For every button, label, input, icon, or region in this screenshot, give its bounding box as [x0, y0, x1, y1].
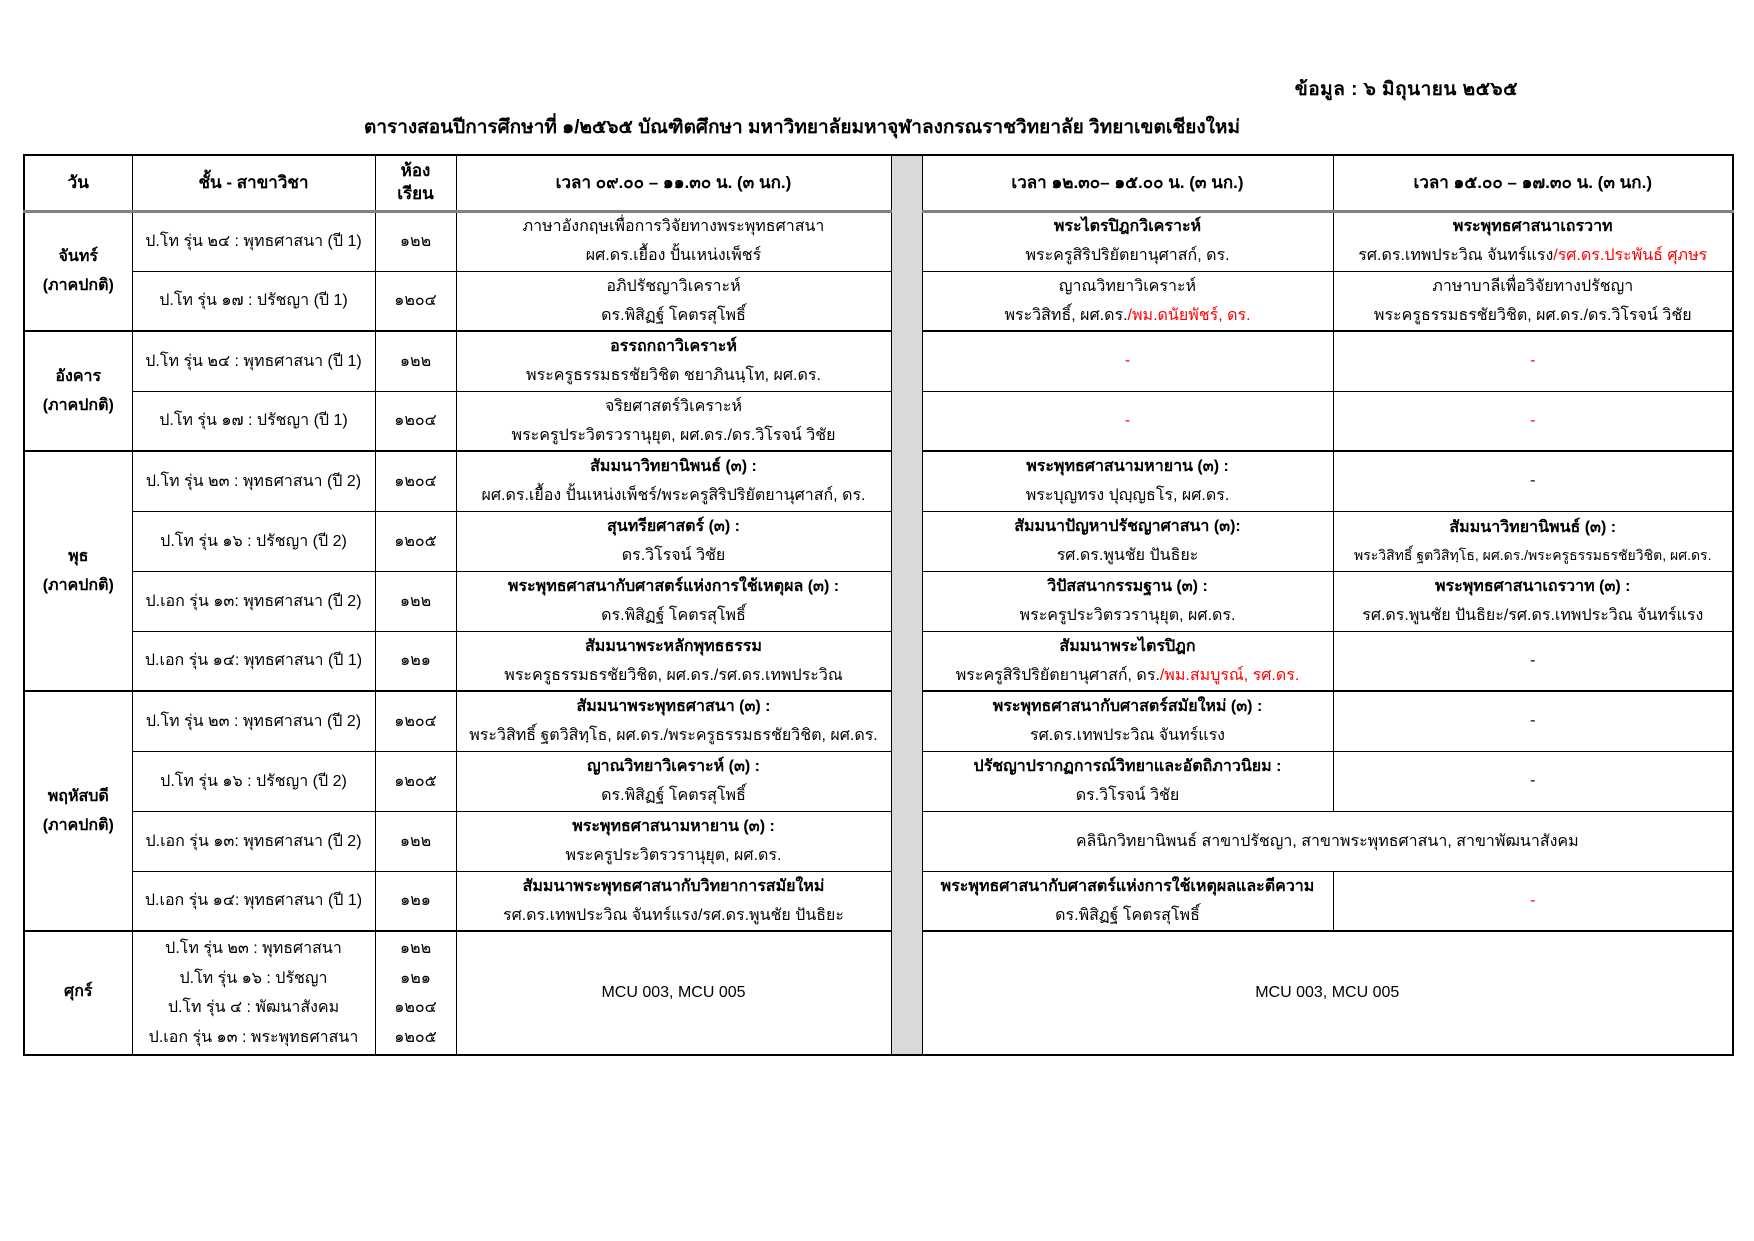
course-teachers [461, 606, 887, 625]
course-title: พระไตรปิฎกวิเคราะห์ [1053, 218, 1202, 236]
room-cell: ๑๒๑ [375, 871, 456, 931]
day-label: พฤหัสบดี [47, 788, 109, 805]
teacher-names: รศ.ดร.พูนชัย ปันธิยะ [1056, 546, 1199, 564]
class-cell [132, 931, 375, 1055]
day-cell-thursday [24, 691, 132, 931]
course-title: สัมมนาพระไตรปิฎก [1059, 637, 1196, 655]
class-cell: ป.โท รุ่น ๒๔ : พุทธศาสนา (ปี 1) [132, 331, 375, 391]
teacher-names: พระครูธรรมธรชัยวิชิต ชยาภินนฺโท, ผศ.ดร. [526, 367, 821, 385]
course-title: สัมมนาปัญหาปรัชญาศาสนา (๓): [1014, 517, 1241, 535]
class-cell: ป.เอก รุ่น ๑๔: พุทธศาสนา (ปี 1) [132, 631, 375, 691]
day-label: จันทร์ [58, 248, 98, 266]
course-cell [456, 811, 891, 871]
course-cell [1333, 511, 1733, 571]
course-cell [922, 691, 1333, 751]
course-cell [456, 871, 891, 931]
course-title: อภิปรัชญาวิเคราะห์ [606, 277, 741, 295]
day-cell-tuesday [24, 331, 132, 451]
room-cell: ๑๒๑ [375, 631, 456, 691]
teacher-names: พระวิสิทธิ์ ฐตวิสิทฺโธ, ผศ.ดร./พระครูธรรมธรชัยวิชิต, ผศ.ดร. [469, 727, 878, 745]
teacher-names: พระครูประวิตรวรานุยุต, ผศ.ดร. [565, 846, 782, 864]
teacher-names: ผศ.ดร.เยื้อง ปั้นเหน่งเพ็ชร์ [585, 247, 762, 265]
thesis-clinic-cell: คลินิกวิทยานิพนธ์ สาขาปรัชญา, สาขาพระพุทธศาสนา, สาขาพัฒนาสังคม [922, 811, 1733, 871]
course-title: พระพุทธศาสนากับศาสตร์สมัยใหม่ (๓) : [992, 698, 1263, 716]
course-teachers [461, 666, 887, 685]
course-teachers [461, 426, 887, 445]
empty-slot-cell [1333, 631, 1733, 691]
timetable [23, 154, 1734, 1056]
empty-dash: - [1530, 411, 1536, 429]
course-teachers [927, 546, 1329, 565]
teacher-names: พระครูสิริปริยัตยานุศาสก์, ดร. [1025, 247, 1230, 265]
room-line: ๑๒๑ [400, 969, 431, 987]
course-cell [922, 451, 1333, 511]
empty-slot-cell [1333, 331, 1733, 391]
course-title: สัมมนาพระหลักพุทธธรรม [585, 637, 762, 655]
course-teachers [927, 726, 1329, 745]
teacher-names: พระครูสิริปริยัตยานุศาสก์, ดร. [955, 666, 1160, 684]
class-cell: ป.เอก รุ่น ๑๔: พุทธศาสนา (ปี 1) [132, 871, 375, 931]
empty-dash: - [1530, 651, 1536, 669]
teacher-names: รศ.ดร.เทพประวิณ จันทร์แรง [1358, 247, 1554, 265]
course-title: อรรถกถาวิเคราะห์ [610, 338, 737, 356]
teacher-names: พระบุญทรง ปุญฺญธโร, ผศ.ดร. [1025, 487, 1230, 505]
course-title: วิปัสสนากรรมฐาน (๓) : [1047, 577, 1208, 595]
course-teachers [927, 246, 1329, 265]
table-row [24, 631, 1733, 691]
room-line: ๑๒๐๔ [394, 999, 437, 1017]
day-cell-friday [24, 931, 132, 1055]
course-cell [456, 271, 891, 331]
course-title: พระพุทธศาสนามหายาน (๓) : [572, 817, 775, 835]
table-row [24, 751, 1733, 811]
course-title: สัมมนาพระพุทธศาสนากับวิทยาการสมัยใหม่ [522, 877, 825, 895]
page-title: ตารางสอนปีการศึกษาที่ ๑/๒๕๖๕ บัณฑิตศึกษา มหาวิทยาลัยมหาจุฬาลงกรณราชวิทยาลัย วิทยาเขตเชียงใหม่ [364, 117, 1240, 138]
class-line: ป.เอก รุ่น ๑๓ : พระพุทธศาสนา [148, 1028, 359, 1046]
course-teachers [927, 906, 1329, 925]
course-cell [922, 211, 1333, 271]
teacher-names-red: /พม.ดนัยพัชร์, ดร. [1127, 306, 1251, 324]
course-cell [1333, 571, 1733, 631]
day-label: อังคาร [55, 368, 102, 385]
course-title: ญาณวิทยาวิเคราะห์ [1058, 277, 1197, 295]
course-teachers [461, 786, 887, 805]
room-cell: ๑๒๐๔ [375, 691, 456, 751]
room-cell: ๑๒๐๔ [375, 451, 456, 511]
room-header-line2: เรียน [397, 183, 434, 203]
class-cell: ป.โท รุ่น ๑๖ : ปรัชญา (ปี 2) [132, 511, 375, 571]
class-cell: ป.โท รุ่น ๒๔ : พุทธศาสนา (ปี 1) [132, 211, 375, 271]
course-title: ญาณวิทยาวิเคราะห์ (๓) : [586, 757, 761, 775]
empty-dash: - [1530, 772, 1536, 789]
table-row [24, 211, 1733, 271]
course-cell [1333, 271, 1733, 331]
course-cell [922, 511, 1333, 571]
col-header-class: ชั้น - สาขาวิชา [132, 155, 375, 211]
class-cell: ป.โท รุ่น ๑๗ : ปรัชญา (ปี 1) [132, 271, 375, 331]
col-header-slot1: เวลา ๐๙.๐๐ – ๑๑.๓๐ น. (๓ นก.) [456, 155, 891, 211]
room-cell: ๑๒๒ [375, 331, 456, 391]
course-cell [922, 271, 1333, 331]
course-cell [456, 631, 891, 691]
table-row [24, 271, 1733, 331]
class-cell: ป.โท รุ่น ๑๗ : ปรัชญา (ปี 1) [132, 391, 375, 451]
course-cell [922, 871, 1333, 931]
course-cell [456, 571, 891, 631]
room-cell: ๑๒๐๔ [375, 271, 456, 331]
table-row [24, 451, 1733, 511]
room-cell: ๑๒๐๕ [375, 511, 456, 571]
empty-slot-cell [1333, 751, 1733, 811]
day-note: (ภาคปกติ) [42, 277, 114, 295]
course-teachers [1338, 246, 1729, 265]
room-cell: ๑๒๒ [375, 811, 456, 871]
course-cell [456, 691, 891, 751]
class-cell: ป.โท รุ่น ๒๓ : พุทธศาสนา (ปี 2) [132, 451, 375, 511]
course-cell [456, 751, 891, 811]
class-line: ป.โท รุ่น ๒๓ : พุทธศาสนา [165, 940, 342, 957]
empty-slot-cell [1333, 391, 1733, 451]
course-teachers [461, 306, 887, 325]
day-label: ศุกร์ [64, 982, 93, 1000]
empty-dash: - [1530, 712, 1536, 730]
room-header-line1: ห้อง [400, 160, 431, 180]
course-title: จริยศาสตร์วิเคราะห์ [604, 397, 743, 415]
course-teachers [461, 366, 887, 385]
table-row [24, 331, 1733, 391]
course-teachers [1338, 547, 1729, 564]
course-teachers [927, 486, 1329, 505]
day-cell-wednesday [24, 451, 132, 691]
day-note: (ภาคปกติ) [42, 397, 114, 414]
class-cell: ป.เอก รุ่น ๑๓: พุทธศาสนา (ปี 2) [132, 811, 375, 871]
teacher-names: ดร.พิสิฏฐ์ โคตรสุโพธิ์ [601, 606, 746, 624]
course-title: สุนทรียศาสตร์ (๓) : [607, 517, 740, 535]
header-row [24, 155, 1733, 211]
course-teachers [461, 726, 887, 745]
day-cell-monday [24, 211, 132, 331]
col-header-slot2: เวลา ๑๒.๓๐– ๑๕.๐๐ น. (๓ นก.) [922, 155, 1333, 211]
table-row [24, 811, 1733, 871]
course-teachers [461, 246, 887, 265]
teacher-names: พระวิสิทธิ์ ฐตวิสิทฺโธ, ผศ.ดร./พระครูธรรมธรชัยวิชิต, ผศ.ดร. [1354, 547, 1712, 564]
room-cell: ๑๒๒ [375, 571, 456, 631]
day-note: (ภาคปกติ) [42, 817, 114, 834]
teacher-names: ดร.พิสิฏฐ์ โคตรสุโพธิ์ [1055, 906, 1200, 924]
empty-slot-cell [922, 391, 1333, 451]
gray-separator-column [891, 155, 922, 1055]
class-cell: ป.เอก รุ่น ๑๓: พุทธศาสนา (ปี 2) [132, 571, 375, 631]
course-teachers [927, 306, 1329, 325]
course-title: พระพุทธศาสนาเถรวาท [1452, 218, 1613, 236]
teacher-names: พระวิสิทธิ์, ผศ.ดร. [1004, 306, 1128, 324]
teacher-names-red: /พม.สมบูรณ์, รศ.ดร. [1159, 666, 1300, 684]
course-title: ภาษาบาลีเพื่อวิจัยทางปรัชญา [1432, 277, 1634, 295]
info-date: ข้อมูล : ๖ มิถุนายน ๒๕๖๕ [1294, 79, 1518, 100]
teacher-names: ดร.วิโรจน์ วิชัย [1075, 786, 1180, 804]
course-cell [456, 511, 891, 571]
table-row [24, 871, 1733, 931]
room-cell: ๑๒๒ [375, 211, 456, 271]
day-label: พุธ [68, 548, 89, 565]
teacher-names: ดร.พิสิฏฐ์ โคตรสุโพธิ์ [601, 306, 746, 324]
course-cell [922, 571, 1333, 631]
course-teachers [461, 546, 887, 565]
course-title: ภาษาอังกฤษเพื่อการวิจัยทางพระพุทธศาสนา [522, 218, 825, 236]
friday-class-list [137, 934, 371, 1052]
course-cell [922, 631, 1333, 691]
teacher-names: รศ.ดร.เทพประวิณ จันทร์แรง/รศ.ดร.พูนชัย ปันธิยะ [502, 906, 845, 924]
room-cell: ๑๒๐๔ [375, 391, 456, 451]
empty-dash: - [1124, 411, 1131, 429]
course-title: พระพุทธศาสนามหายาน (๓) : [1026, 458, 1229, 476]
mcu-courses-cell: MCU 003, MCU 005 [456, 931, 891, 1055]
teacher-names: ดร.พิสิฏฐ์ โคตรสุโพธิ์ [601, 786, 746, 804]
teacher-names: พระครูธรรมธรชัยวิชิต, ผศ.ดร./รศ.ดร.เทพประวิณ [504, 666, 843, 684]
friday-room-list [380, 934, 452, 1052]
table-row [24, 391, 1733, 451]
teacher-names: ผศ.ดร.เยื้อง ปั้นเหน่งเพ็ชร์/พระครูสิริปริยัตยานุศาสก์, ดร. [481, 487, 866, 505]
class-line: ป.โท รุ่น ๑๖ : ปรัชญา [179, 969, 328, 987]
teacher-names-red: /รศ.ดร.ประพันธ์ ศุภษร [1553, 247, 1708, 265]
room-cell: ๑๒๐๕ [375, 751, 456, 811]
table-row [24, 511, 1733, 571]
empty-slot-cell [1333, 871, 1733, 931]
empty-slot-cell [922, 331, 1333, 391]
teacher-names: ดร.วิโรจน์ วิชัย [621, 546, 726, 564]
empty-dash: - [1530, 472, 1536, 490]
class-line: ป.โท รุ่น ๔ : พัฒนาสังคม [167, 999, 340, 1017]
table-row-friday [24, 931, 1733, 1055]
teacher-names: พระครูประวิตรวรานุยุต, ผศ.ดร. [1019, 606, 1236, 624]
course-title: พระพุทธศาสนากับศาสตร์แห่งการใช้เหตุผลและตีความ [940, 877, 1315, 895]
course-cell [922, 751, 1333, 811]
course-cell [456, 391, 891, 451]
course-title: ปรัชญาปรากฏการณ์วิทยาและอัตถิภาวนิยม : [973, 757, 1282, 775]
teacher-names: รศ.ดร.เทพประวิณ จันทร์แรง [1030, 727, 1225, 745]
empty-dash: - [1530, 891, 1536, 909]
teacher-names: พระครูธรรมธรชัยวิชิต, ผศ.ดร./ดร.วิโรจน์ วิชัย [1373, 306, 1692, 324]
course-title: พระพุทธศาสนาเถรวาท (๓) : [1435, 577, 1631, 595]
mcu-courses-cell: MCU 003, MCU 005 [922, 931, 1733, 1055]
empty-dash: - [1530, 352, 1536, 370]
course-teachers [461, 846, 887, 865]
empty-dash: - [1124, 352, 1131, 370]
empty-slot-cell [1333, 451, 1733, 511]
course-teachers [927, 666, 1329, 685]
table-row [24, 571, 1733, 631]
col-header-day: วัน [24, 155, 132, 211]
course-teachers [927, 606, 1329, 625]
course-teachers [461, 486, 887, 505]
course-title: พระพุทธศาสนากับศาสตร์แห่งการใช้เหตุผล (๓) : [507, 577, 840, 595]
course-cell [1333, 211, 1733, 271]
course-cell [456, 331, 891, 391]
empty-slot-cell [1333, 691, 1733, 751]
course-title: สัมมนาวิทยานิพนธ์ (๓) : [590, 458, 757, 476]
course-title: สัมมนาวิทยานิพนธ์ (๓) : [1449, 519, 1617, 537]
teacher-names: พระครูประวิตรวรานุยุต, ผศ.ดร./ดร.วิโรจน์ วิชัย [511, 426, 836, 444]
course-teachers [461, 906, 887, 925]
course-cell [456, 451, 891, 511]
col-header-room [375, 155, 456, 211]
table-row [24, 691, 1733, 751]
class-cell: ป.โท รุ่น ๒๓ : พุทธศาสนา (ปี 2) [132, 691, 375, 751]
course-teachers [1338, 306, 1729, 325]
col-header-slot3: เวลา ๑๕.๐๐ – ๑๗.๓๐ น. (๓ นก.) [1333, 155, 1733, 211]
room-line: ๑๒๐๕ [394, 1028, 437, 1046]
room-line: ๑๒๒ [399, 940, 432, 957]
teacher-names: รศ.ดร.พูนชัย ปันธิยะ/รศ.ดร.เทพประวิณ จันทร์แรง [1362, 606, 1704, 624]
course-cell [456, 211, 891, 271]
room-header-lines [380, 160, 452, 206]
course-title: สัมมนาพระพุทธศาสนา (๓) : [576, 698, 771, 716]
course-teachers [1338, 606, 1729, 625]
room-cell [375, 931, 456, 1055]
day-note: (ภาคปกติ) [42, 577, 114, 594]
class-cell: ป.โท รุ่น ๑๖ : ปรัชญา (ปี 2) [132, 751, 375, 811]
course-teachers [927, 786, 1329, 805]
